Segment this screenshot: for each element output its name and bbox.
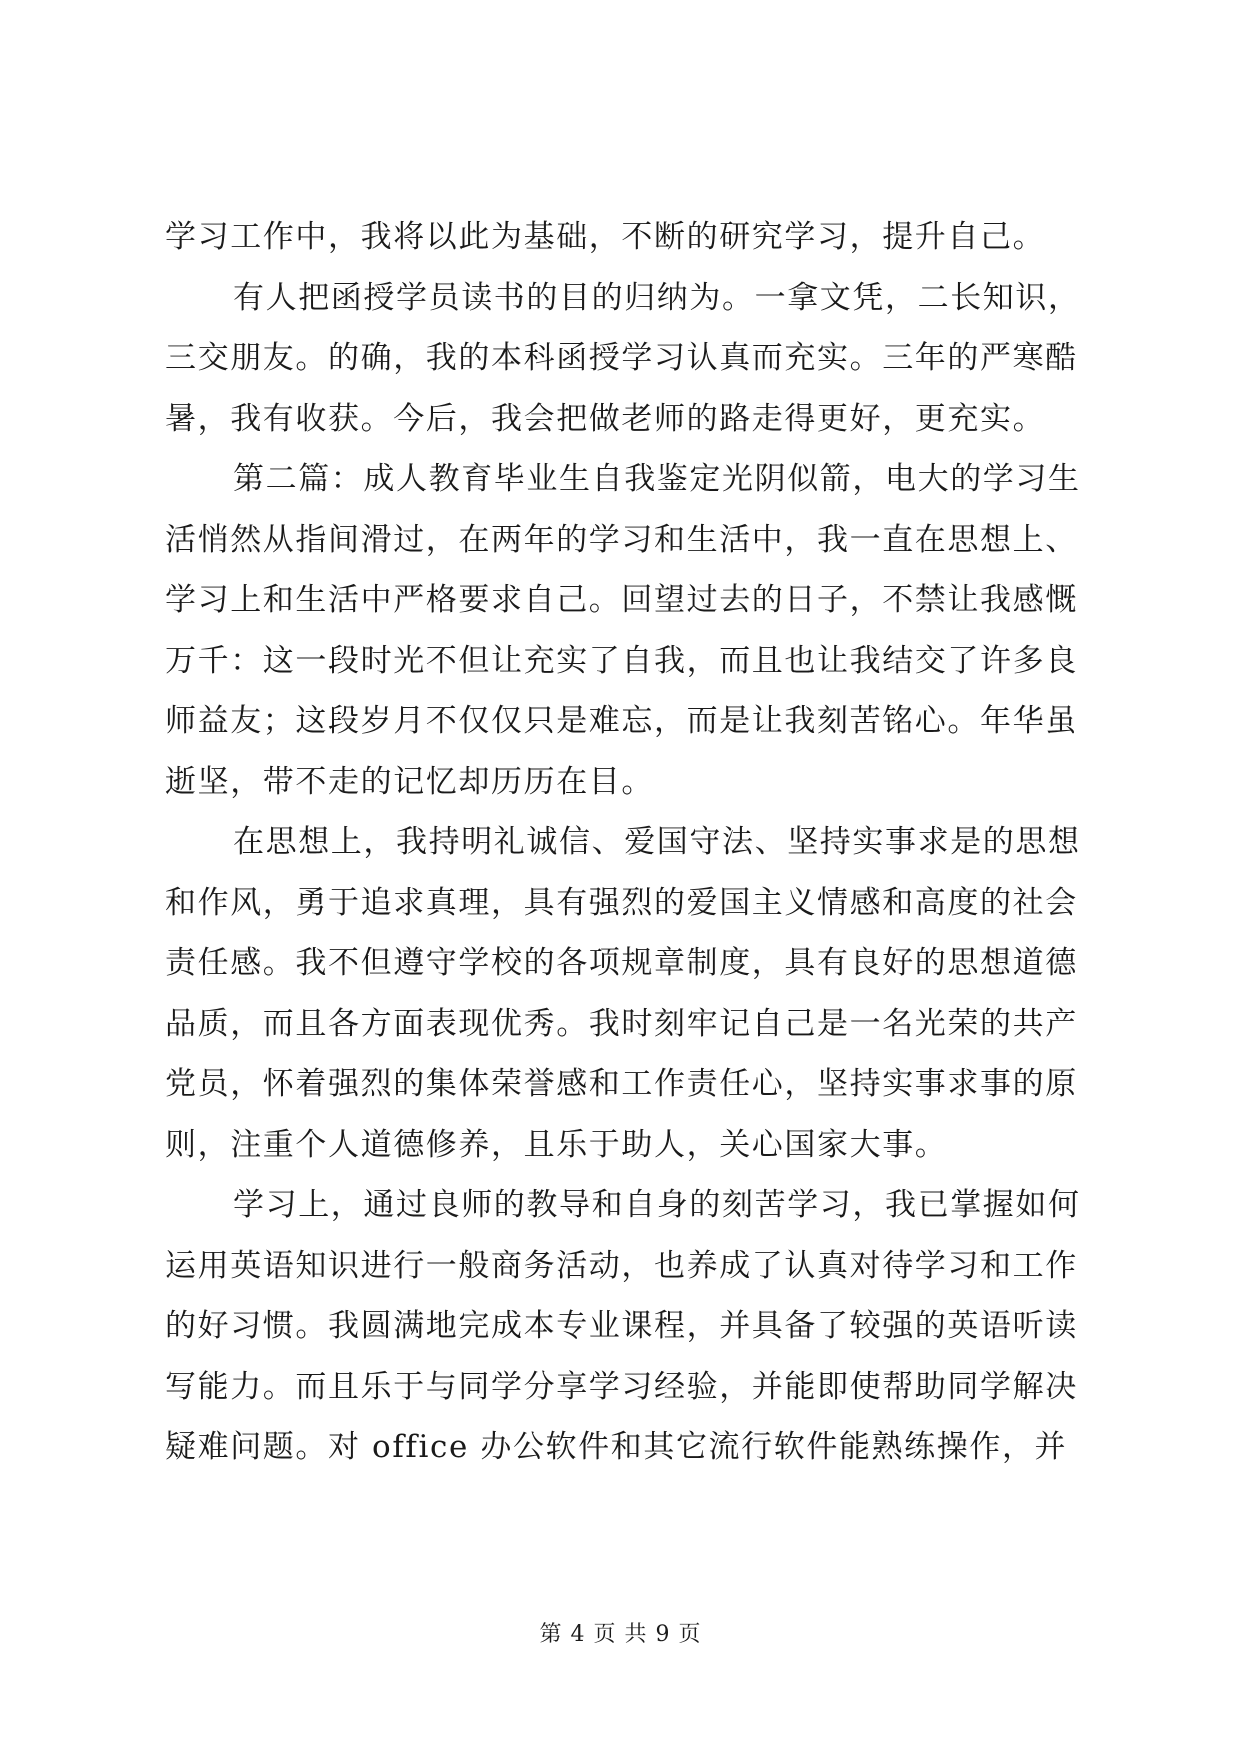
text-line: 和作风，勇于追求真理，具有强烈的爱国主义情感和高度的社会 [165,884,1078,921]
page-number-footer: 第 4 页 共 9 页 [539,1622,702,1647]
text-line: 疑难问题。对 office 办公软件和其它流行软件能熟练操作，并 [165,1429,1068,1465]
text-line: 活悄然从指间滑过，在两年的学习和生活中，我一直在思想上、 [165,521,1078,558]
text-line: 逝坚，带不走的记忆却历历在目。 [165,763,654,800]
text-line: 品质，而且各方面表现优秀。我时刻牢记自己是一名光荣的共产 [165,1005,1078,1042]
text-line: 运用英语知识进行一般商务活动，也养成了认真对待学习和工作 [165,1247,1078,1284]
text-line: 党员，怀着强烈的集体荣誉感和工作责任心，坚持实事求事的原 [165,1066,1078,1102]
text-line: 的好习惯。我圆满地完成本专业课程，并具备了较强的英语听读 [165,1308,1078,1344]
text-line: 写能力。而且乐于与同学分享学习经验，并能即使帮助同学解决 [165,1368,1078,1405]
text-line: 责任感。我不但遵守学校的各项规章制度，具有良好的思想道德 [165,945,1078,981]
document-body [165,207,1085,1478]
paragraph-start-line: 有人把函授学员读书的目的归纳为。一拿文凭，二长知识， [233,279,1081,316]
paragraph-start-line: 第二篇：成人教育毕业生自我鉴定光阴似箭，电大的学习生 [233,461,1081,497]
text-line: 学习上和生活中严格要求自己。回望过去的日子，不禁让我感慨 [165,582,1078,618]
text-line: 则，注重个人道德修养，且乐于助人，关心国家大事。 [165,1126,948,1163]
text-line: 学习工作中，我将以此为基础，不断的研究学习，提升自己。 [165,219,1046,255]
text-line: 万千：这一段时光不但让充实了自我，而且也让我结交了许多良 [165,642,1078,679]
paragraph-start-line: 在思想上，我持明礼诚信、爱国守法、坚持实事求是的思想 [233,824,1081,860]
text-line: 师益友；这段岁月不仅仅只是难忘，而是让我刻苦铭心。年华虽 [165,703,1078,739]
text-line: 暑，我有收获。今后，我会把做老师的路走得更好，更充实。 [165,400,1046,437]
text-line: 三交朋友。的确，我的本科函授学习认真而充实。三年的严寒酷 [165,340,1078,376]
paragraph-start-line: 学习上，通过良师的教导和自身的刻苦学习，我已掌握如何 [233,1187,1081,1223]
